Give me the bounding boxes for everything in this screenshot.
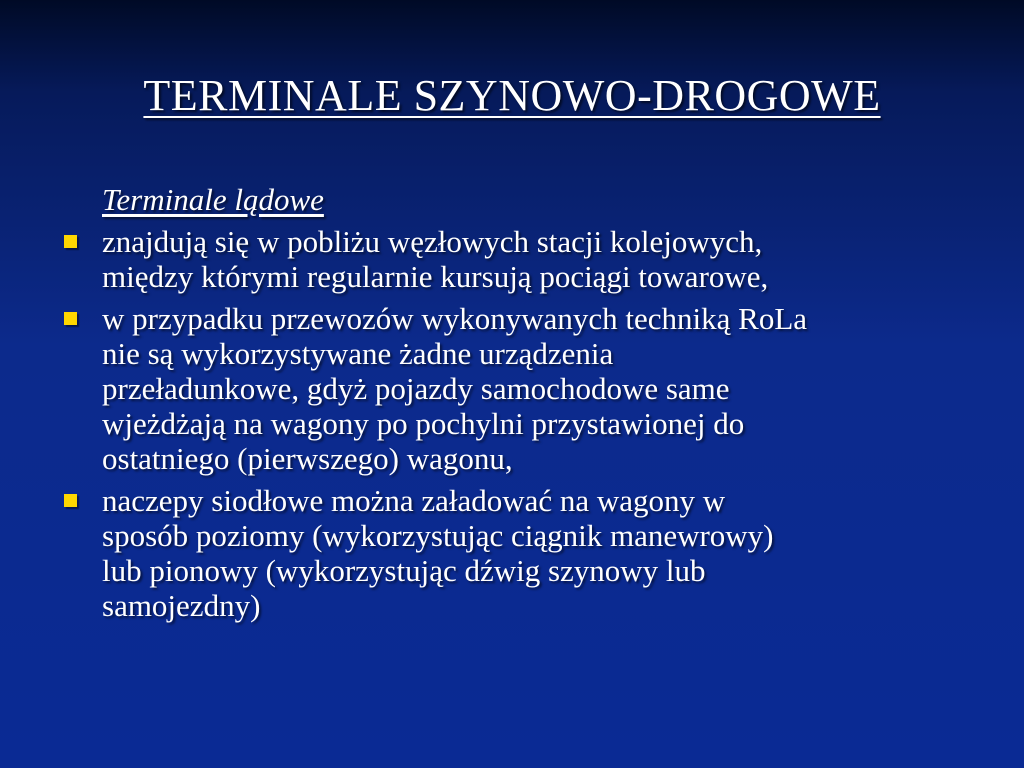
bullet-line: naczepy siodłowe można załadować na wagony w xyxy=(102,483,726,518)
bullet-line: lub pionowy (wykorzystując dźwig szynowy lub xyxy=(102,553,706,588)
bullet-marker xyxy=(60,483,102,518)
square-bullet-icon xyxy=(64,312,77,325)
bullet-marker xyxy=(60,301,102,336)
square-bullet-icon xyxy=(64,494,77,507)
slide-title: TERMINALE SZYNOWO-DROGOWE xyxy=(143,71,881,120)
square-bullet-icon xyxy=(64,235,77,248)
slide-subheading: Terminale lądowe xyxy=(102,182,324,217)
bullet-text xyxy=(102,301,980,476)
bullet-text xyxy=(102,224,980,294)
bullet-text xyxy=(102,483,980,623)
bullet-item-1 xyxy=(60,224,980,294)
bullet-item-3 xyxy=(60,483,980,623)
bullet-line: ostatniego (pierwszego) wagonu, xyxy=(102,441,513,476)
bullet-line: samojezdny) xyxy=(102,588,261,623)
bullet-line: nie są wykorzystywane żadne urządzenia xyxy=(102,336,614,371)
bullet-item-2 xyxy=(60,301,980,476)
bullet-line: w przypadku przewozów wykonywanych techniką RoLa xyxy=(102,301,808,336)
bullet-line: między którymi regularnie kursują pociągi towarowe, xyxy=(102,259,769,294)
bullet-line: znajdują się w pobliżu węzłowych stacji kolejowych, xyxy=(102,224,763,259)
bullet-line: wjeżdżają na wagony po pochylni przystawionej do xyxy=(102,406,745,441)
bullet-line: sposób poziomy (wykorzystując ciągnik manewrowy) xyxy=(102,518,774,553)
bullet-marker xyxy=(60,224,102,259)
bullet-line: przeładunkowe, gdyż pojazdy samochodowe same xyxy=(102,371,730,406)
slide-content xyxy=(60,182,980,623)
